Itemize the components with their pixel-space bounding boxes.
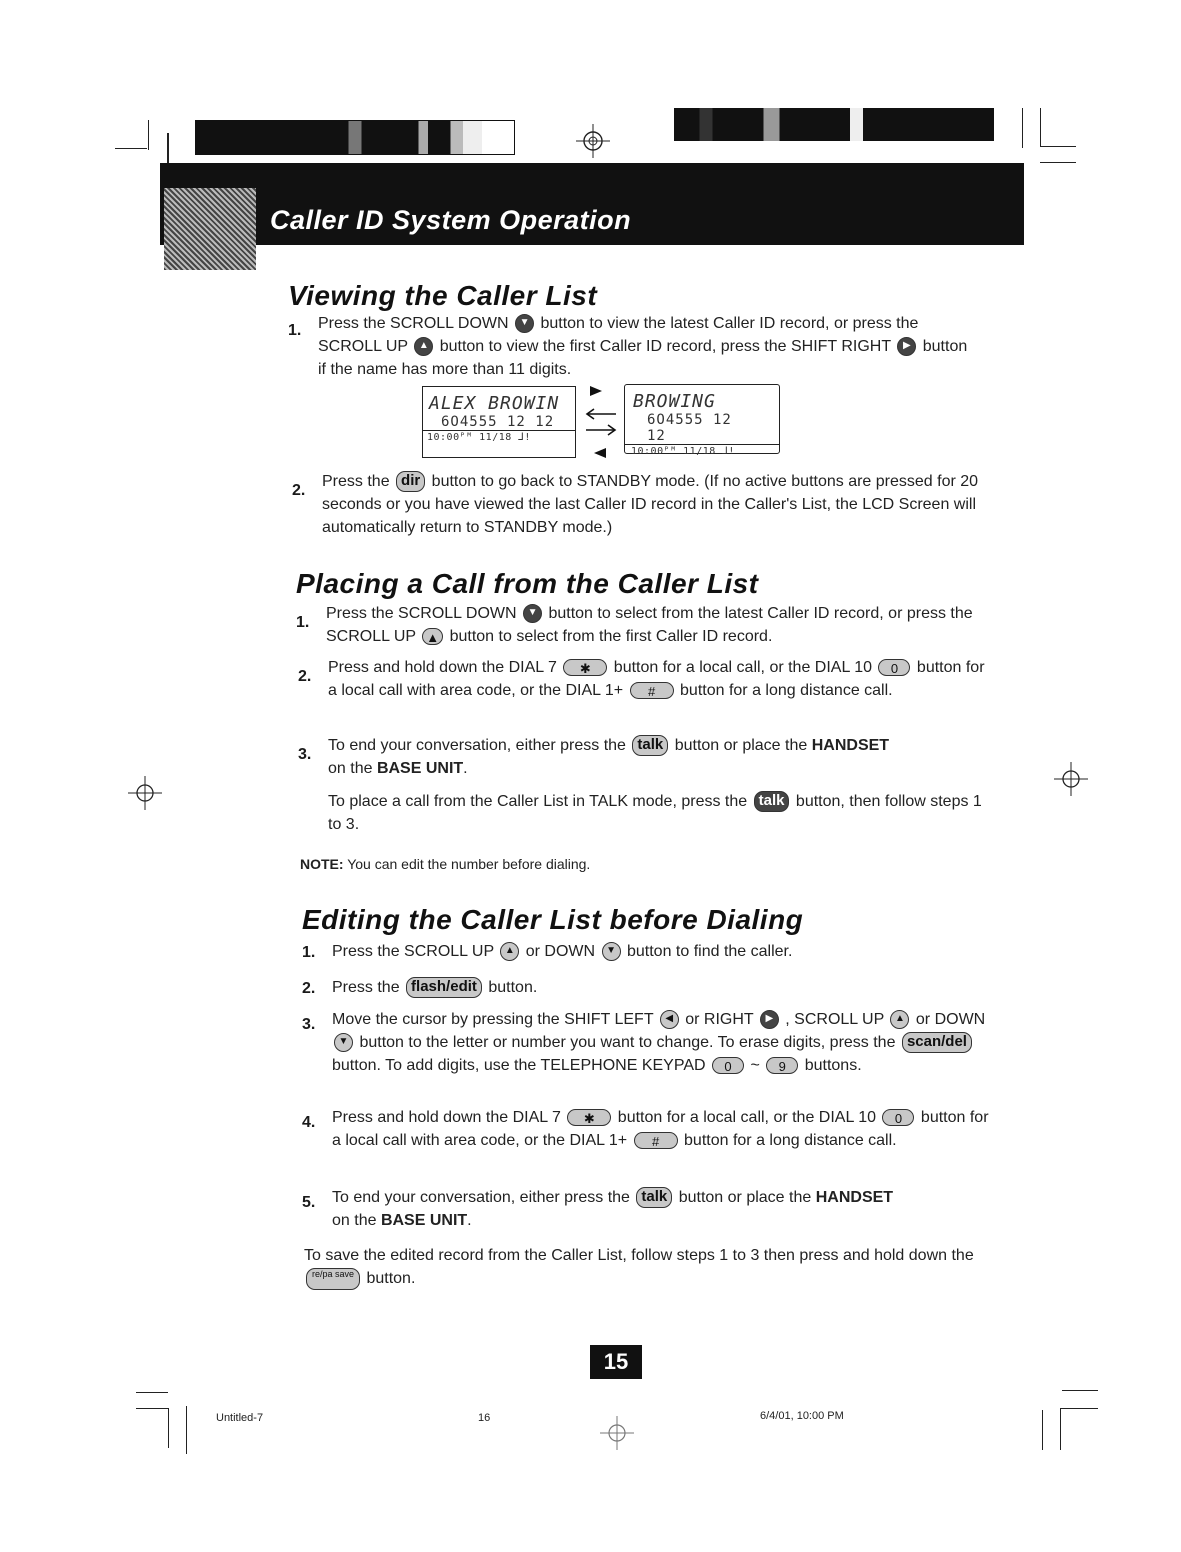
crop-mark-bottom-left-v [168, 1408, 169, 1448]
crop-mark-top-left-h [115, 148, 147, 149]
step-number: 3. [298, 746, 312, 763]
step-number: 2. [302, 980, 316, 997]
scroll-down-icon: ▼ [515, 314, 534, 333]
lcd-line-time: 10:00ᴾᴹ 11/18 ⅃! [625, 444, 779, 458]
lcd-screen-shifted-name [624, 384, 780, 457]
top-color-bar-right [674, 108, 994, 141]
editing-step-2: Press the flash/edit button. [332, 976, 992, 999]
page-title: Caller ID System Operation [270, 205, 632, 235]
keypad-0-icon: 0 [712, 1057, 744, 1074]
scroll-down-icon: ▼ [334, 1033, 353, 1052]
dial-7-star-icon: ✱ [563, 659, 607, 676]
save-paragraph: To save the edited record from the Caller List, follow steps 1 to 3 then press and hold down the re/pa save button. [304, 1244, 996, 1290]
step-number: 3. [302, 1016, 316, 1033]
registration-mark-bottom [600, 1416, 634, 1450]
registration-mark-right [1054, 762, 1088, 796]
note: NOTE: You can edit the number before dialing. [300, 856, 591, 872]
step-number: 2. [298, 668, 312, 685]
shift-right-icon: ▶ [760, 1010, 779, 1029]
dial-1-plus-hash-icon: # [630, 682, 674, 699]
step-number: 2. [292, 482, 306, 499]
redial-save-button-icon: re/pa save [306, 1268, 360, 1290]
registration-mark-top [576, 124, 610, 158]
crop-mark-bottom-left-h [136, 1392, 168, 1393]
scan-del-button-icon: scan/del [902, 1032, 972, 1053]
crop-mark-top-right-h [1040, 146, 1076, 147]
lcd-line-number: 6O4555 12 12 [647, 412, 732, 444]
placing-step-2: Press and hold down the DIAL 7 ✱ button for a local call, or the DIAL 10 0 button for a local call with area code, or the DIAL 1+ # button for a long distance call. [328, 659, 985, 700]
lcd-line-time: 10:00ᴾᴹ 11/18 ⅃! [423, 430, 575, 444]
dial-10-zero-icon: 0 [882, 1109, 914, 1126]
crop-mark-top-left-v2 [148, 120, 149, 150]
editing-step-4: Press and hold down the DIAL 7 ✱ button for a local call, or the DIAL 10 0 button for a local call with area code, or the DIAL 1+ # button for a long distance call. [332, 1109, 989, 1150]
header-pattern-decoration [164, 188, 256, 270]
dial-1-plus-hash-icon: # [634, 1132, 678, 1149]
talk-button-icon: talk [636, 1187, 672, 1208]
registration-mark-left [128, 776, 162, 810]
dial-10-zero-icon: 0 [878, 659, 910, 676]
talk-button-icon: talk [632, 735, 668, 756]
step-number: 4. [302, 1114, 316, 1131]
footer-timestamp: 6/4/01, 10:00 PM [760, 1410, 844, 1422]
dir-button-icon: dir [396, 471, 425, 492]
section-heading-editing: Editing the Caller List before Dialing [302, 904, 804, 935]
shift-right-icon: ▶ [897, 337, 916, 356]
editing-step-5: To end your conversation, either press the talk button or place the HANDSET on the BASE UNIT. [332, 1188, 894, 1229]
crop-mark-bottom-right-v [1042, 1410, 1043, 1450]
section-heading-viewing: Viewing the Caller List [288, 280, 598, 311]
placing-step-3: To end your conversation, either press the talk button or place the HANDSET on the BASE UNIT. [328, 736, 890, 777]
step-number: 5. [302, 1194, 316, 1211]
step-number: 1. [288, 322, 302, 339]
placing-step-1: Press the SCROLL DOWN ▼ button to select from the latest Caller ID record, or press the SCROLL UP ▲ button to select from the first Caller ID record. [326, 605, 973, 646]
step-number: 1. [302, 944, 316, 961]
viewing-step-2: Press the dir button to go back to STANDBY mode. (If no active buttons are pressed for 20 seconds or you have viewed the last Caller ID record in the Caller's List, the LCD Screen will automatically return to STANDBY mode.) [322, 472, 979, 536]
viewing-step-1: Press the SCROLL DOWN ▼ button to view the latest Caller ID record, or press the SCROLL UP ▲ button to view the first Caller ID record, press the SHIFT RIGHT ▶ button if the name has more than 11 digits. [318, 315, 968, 378]
talk-mode-paragraph: To place a call from the Caller List in TALK mode, press the talk button, then follow steps 1 to 3. [328, 792, 982, 833]
editing-step-3: Move the cursor by pressing the SHIFT LEFT ◀ or RIGHT ▶ , SCROLL UP ▲ or DOWN ▼ button to the letter or number you want to change. To erase digits, press the scan/del button. To add digits, use the TELEPHONE KEYPAD 0 ~ 9 buttons. [332, 1011, 986, 1075]
crop-mark-bottom-left-v2 [186, 1406, 187, 1454]
page-number: 15 [590, 1345, 642, 1379]
crop-mark-top-right-v [1022, 108, 1023, 148]
crop-mark-bottom-right-h [1060, 1408, 1098, 1409]
scroll-up-icon: ▲ [890, 1010, 909, 1029]
shift-arrows-icon [582, 384, 622, 466]
lcd-line-name: BROWING [633, 391, 716, 412]
crop-mark-bottom-right-v2 [1060, 1408, 1061, 1450]
top-color-bar-left [195, 120, 515, 155]
talk-button-icon: talk [754, 791, 790, 812]
scroll-up-icon: ▲ [500, 942, 519, 961]
scroll-down-icon: ▼ [523, 604, 542, 623]
crop-mark-bottom-left-h2 [136, 1408, 168, 1409]
scroll-up-icon: ▲ [414, 337, 433, 356]
lcd-line-name: ALEX BROWIN [429, 393, 560, 414]
lcd-line-number: 6O4555 12 12 [441, 414, 555, 430]
crop-mark-bottom-right-h2 [1062, 1390, 1098, 1391]
step-number: 1. [296, 614, 310, 631]
lcd-screen-full-name [422, 386, 576, 458]
editing-step-1: Press the SCROLL UP ▲ or DOWN ▼ button to find the caller. [332, 943, 793, 960]
footer-sheet-number: 16 [478, 1412, 491, 1424]
shift-left-icon: ◀ [660, 1010, 679, 1029]
dial-7-star-icon: ✱ [567, 1109, 611, 1126]
crop-mark-top-right-v2 [1040, 108, 1041, 146]
crop-mark-top-right-h2 [1040, 162, 1076, 163]
scroll-down-icon: ▼ [602, 942, 621, 961]
footer-filename: Untitled-7 [216, 1412, 264, 1424]
keypad-9-icon: 9 [766, 1057, 798, 1074]
section-heading-placing: Placing a Call from the Caller List [296, 568, 759, 599]
scroll-up-icon: ▲ [422, 628, 443, 645]
flash-edit-button-icon: flash/edit [406, 977, 482, 998]
